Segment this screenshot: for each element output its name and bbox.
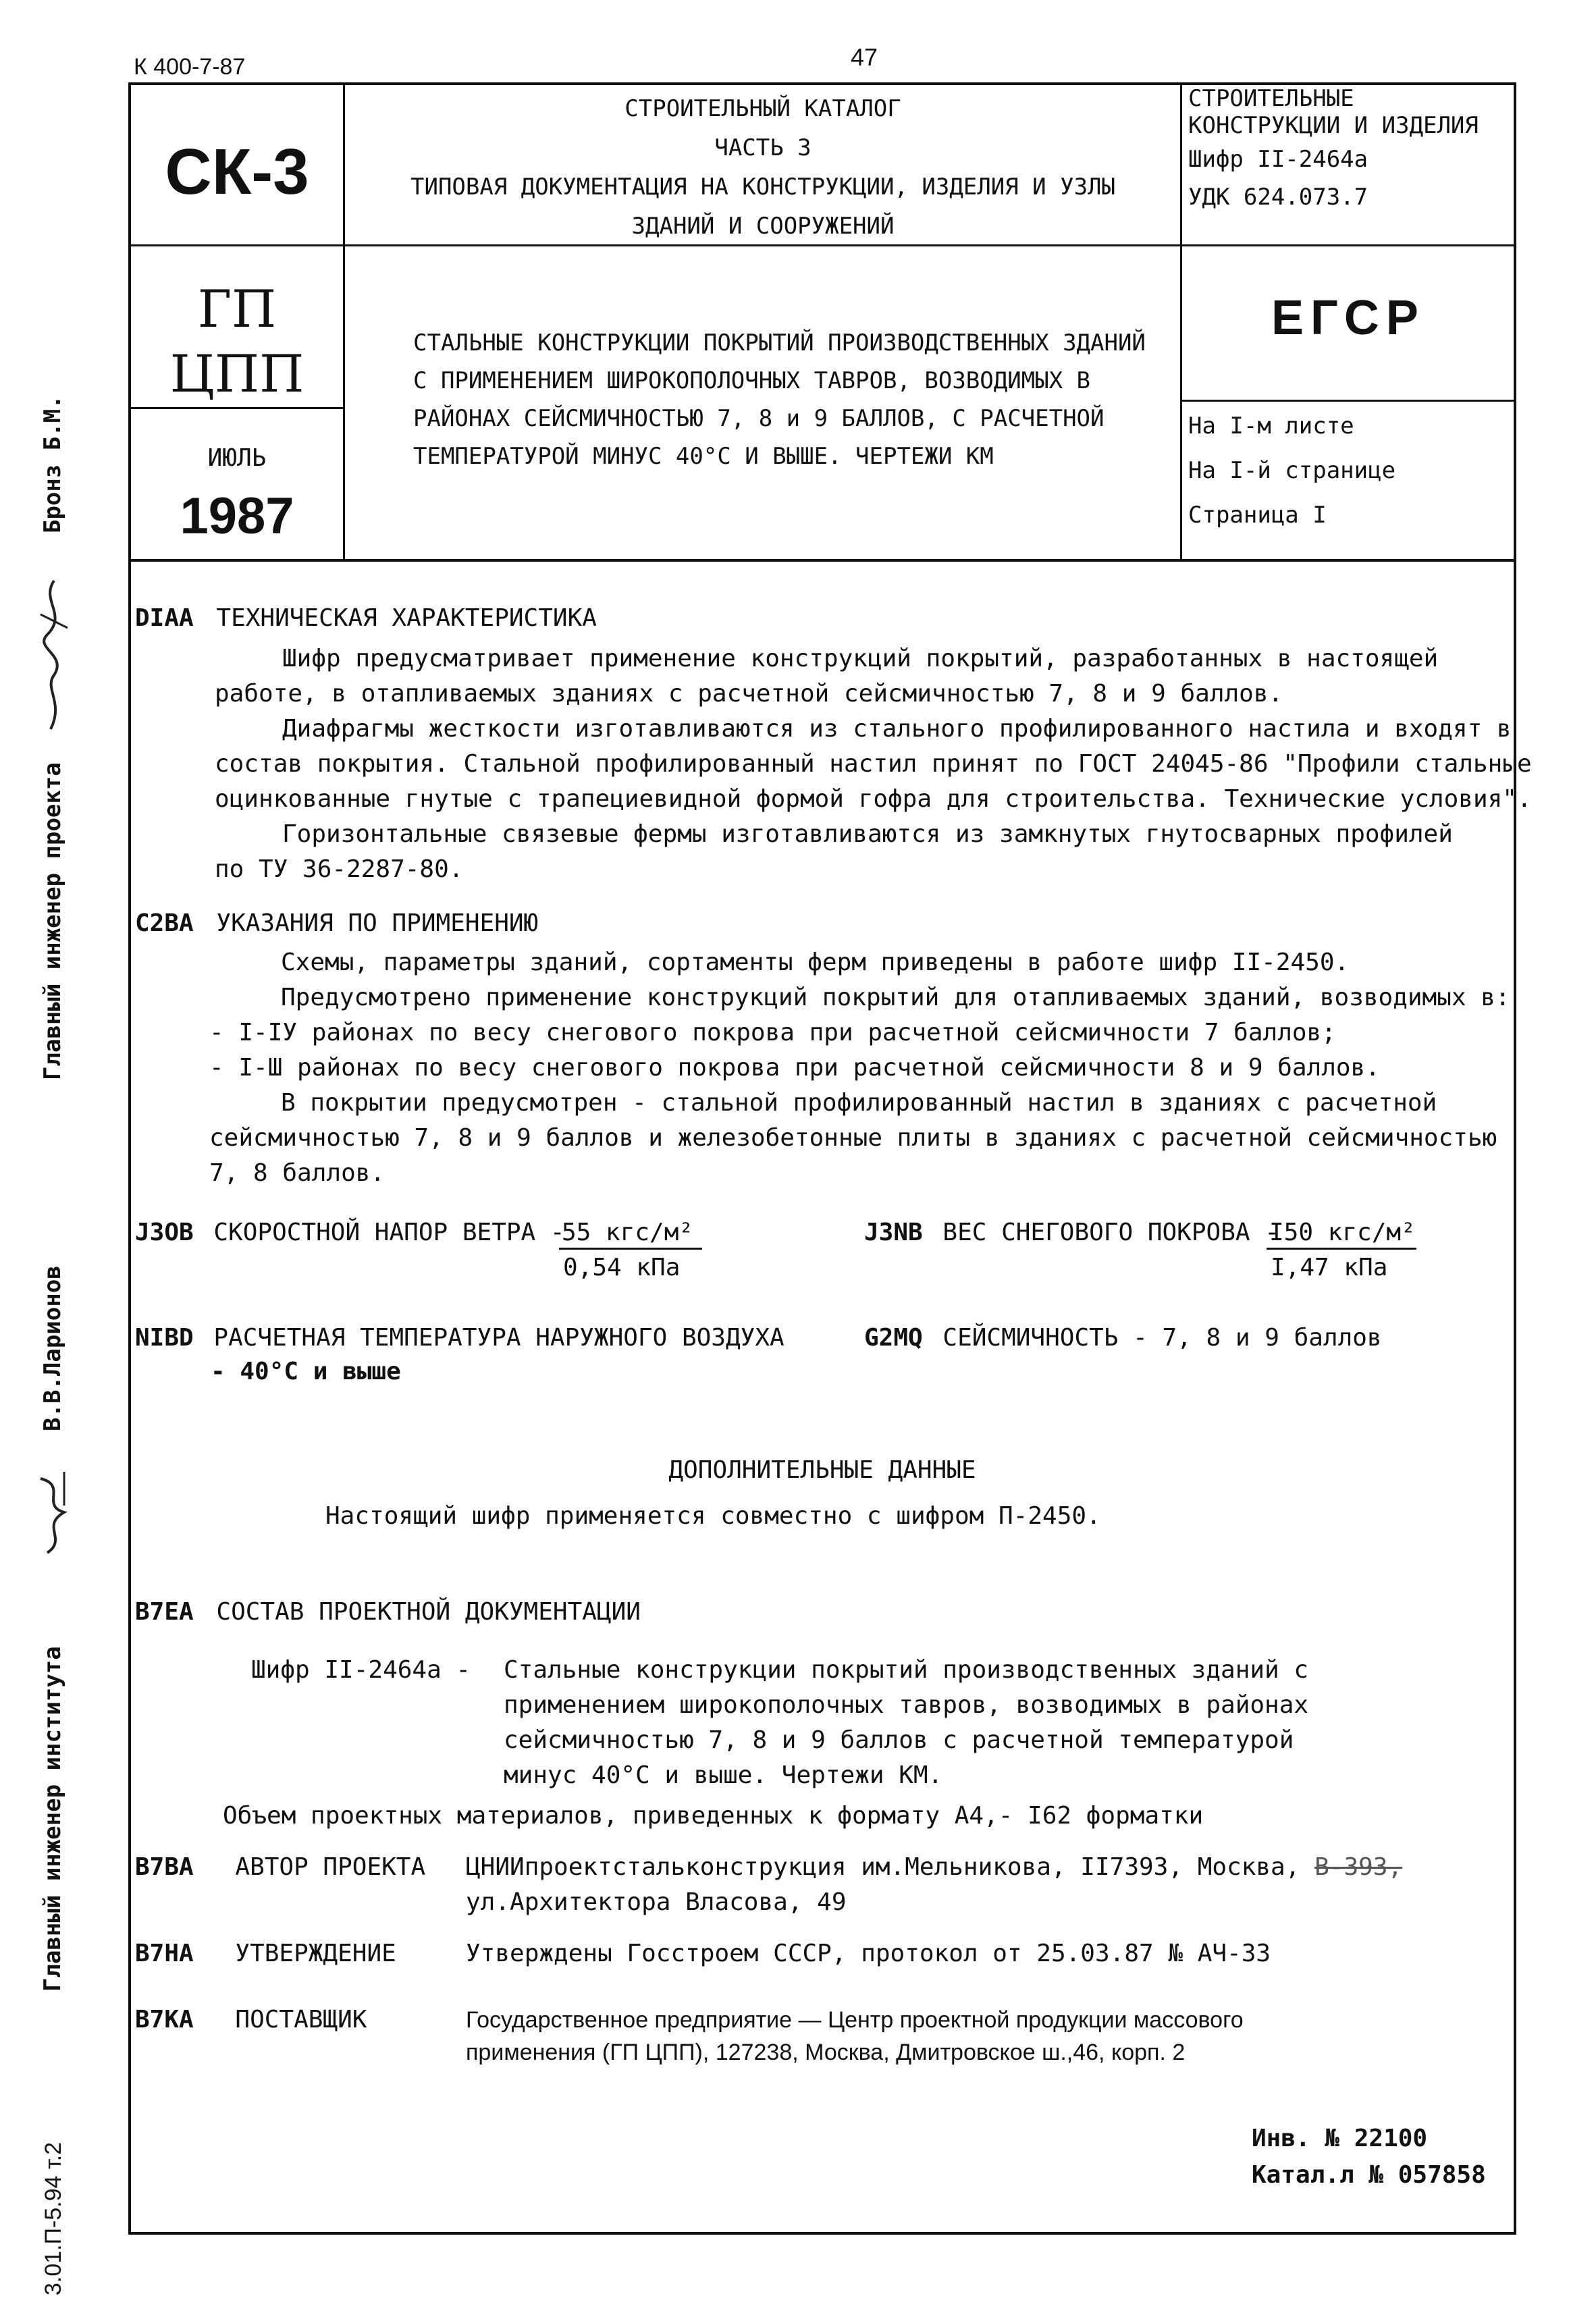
chief-project-engineer-label: Главный инженер проекта bbox=[39, 762, 66, 1080]
issue-month: ИЮЛЬ bbox=[207, 444, 267, 472]
organization bbox=[131, 277, 343, 406]
text-line: применением широкополочных тавров, возводимых в районах bbox=[504, 1691, 1309, 1719]
approval-row bbox=[135, 1936, 396, 1971]
text-line: - I-Ш районах по весу снегового покрова при расчетной сейсмичности 8 и 9 баллов. bbox=[209, 1054, 1380, 1082]
title-line: СТАЛЬНЫЕ КОНСТРУКЦИИ ПОКРЫТИЙ ПРОИЗВОДСТВЕННЫХ ЗДАНИЙ bbox=[413, 329, 1146, 356]
additional-data-title: ДОПОЛНИТЕЛЬНЫЕ ДАННЫЕ bbox=[668, 1456, 976, 1484]
row-code: B7BA bbox=[135, 1853, 194, 1881]
author-line: ул.Архитектора Власова, 49 bbox=[466, 1888, 847, 1916]
sheet-line: На I-й странице bbox=[1188, 457, 1396, 484]
section-title: ТЕХНИЧЕСКАЯ ХАРАКТЕРИСТИКА bbox=[216, 604, 597, 632]
text-line: Предусмотрено применение конструкций покрытий для отапливаемых зданий, возводимых в: bbox=[281, 984, 1510, 1011]
sheet-line: На I-м листе bbox=[1188, 413, 1354, 440]
catalog-line: ЧАСТЬ 3 bbox=[714, 134, 812, 161]
param-label: РАСЧЕТНАЯ ТЕМПЕРАТУРА НАРУЖНОГО ВОЗДУХА bbox=[213, 1324, 784, 1352]
author-value bbox=[466, 1850, 1402, 1920]
signer-name-1: Бронз Б.М. bbox=[39, 395, 66, 533]
catalog-line: ТИПОВАЯ ДОКУМЕНТАЦИЯ НА КОНСТРУКЦИИ, ИЗДЕЛИЯ И УЗЛЫ bbox=[410, 174, 1115, 201]
text-line: Схемы, параметры зданий, сортаменты ферм приведены в работе шифр II-2450. bbox=[281, 949, 1350, 976]
section-code: C2BA bbox=[135, 909, 194, 937]
param-label: ВЕС СНЕГОВОГО ПОКРОВА - bbox=[942, 1219, 1279, 1246]
sheet-line: Страница I bbox=[1188, 502, 1327, 529]
snow-value-kgs: I50 кгс/м² bbox=[1269, 1219, 1416, 1246]
sk-code: СК-3 bbox=[165, 136, 309, 208]
additional-data-text: Настоящий шифр применяется совместно с шифром П-2450. bbox=[325, 1502, 1101, 1530]
section-composition-heading bbox=[135, 1595, 641, 1630]
ercp-mark: ЕГСР bbox=[1271, 291, 1425, 345]
text-line: состав покрытия. Стальной профилированный настил принят по ГОСТ 24045-86 "Профили стальные bbox=[215, 750, 1532, 778]
section-code: DIAA bbox=[135, 604, 194, 632]
signature-1 bbox=[27, 574, 81, 736]
wind-fraction-line bbox=[559, 1248, 702, 1250]
title-line: С ПРИМЕНЕНИЕМ ШИРОКОПОЛОЧНЫХ ТАВРОВ, ВОЗВОДИМЫХ В bbox=[413, 367, 1091, 394]
text-line: Диафрагмы жесткости изготавливаются из стального профилированного настила и входят в bbox=[282, 715, 1512, 743]
catalog-section-info bbox=[1188, 86, 1479, 216]
section-line: СТРОИТЕЛЬНЫЕ bbox=[1188, 85, 1354, 112]
author-line: ЦНИИпроектстальконструкция им.Мельникова, II7393, Москва, bbox=[466, 1853, 1300, 1881]
text-line: Горизонтальные связевые фермы изготавливаются из замкнутых гнутосварных профилей bbox=[282, 820, 1453, 848]
text-line: 7, 8 баллов. bbox=[209, 1159, 385, 1187]
text-line: Шифр предусматривает применение конструкций покрытий, разработанных в настоящей bbox=[282, 645, 1439, 672]
udk-line: УДК 624.073.7 bbox=[1188, 184, 1368, 211]
text-line: оцинкованные гнутые с трапециевидной формой гофра для строительства. Технические условия". bbox=[215, 785, 1532, 813]
supplier-row bbox=[135, 2002, 367, 2038]
section-tech-heading bbox=[135, 601, 597, 636]
catalog-sheet-number: Катал.л № 057858 bbox=[1252, 2161, 1486, 2189]
catalog-line: ЗДАНИЙ И СООРУЖЕНИЙ bbox=[631, 213, 895, 240]
author-row bbox=[135, 1850, 425, 1885]
wind-value-kpa: 0,54 кПа bbox=[563, 1254, 681, 1281]
supplier-value bbox=[466, 2004, 1244, 2069]
header-bottom bbox=[128, 559, 1516, 562]
param-label: СКОРОСТНОЙ НАПОР ВЕТРА - bbox=[213, 1219, 565, 1246]
snow-value-kpa: I,47 кПа bbox=[1271, 1254, 1388, 1281]
signer-name-2: В.В.Ларионов bbox=[39, 1265, 66, 1431]
supplier-line: применения (ГП ЦПП), 127238, Москва, Дмитровское ш.,46, корп. 2 bbox=[466, 2040, 1186, 2065]
row-label: УТВЕРЖДЕНИЕ bbox=[235, 1940, 396, 1967]
temperature-value: - 40°С и выше bbox=[211, 1358, 401, 1385]
org-line: ГП bbox=[197, 279, 277, 339]
frame-bottom bbox=[128, 2232, 1516, 2235]
title-line: РАЙОНАХ СЕЙСМИЧНОСТЬЮ 7, 8 и 9 БАЛЛОВ, С РАСЧЕТНОЙ bbox=[413, 405, 1105, 432]
param-code: J3OB bbox=[135, 1219, 194, 1246]
text-line: работе, в отапливаемых зданиях с расчетной сейсмичностью 7, 8 и 9 баллов. bbox=[215, 680, 1283, 708]
author-struck-text: В-393, bbox=[1314, 1853, 1403, 1881]
composition-cipher: Шифр II-2464а - bbox=[251, 1656, 471, 1684]
row-code: B7HA bbox=[135, 1940, 194, 1967]
signature-2 bbox=[27, 1465, 81, 1566]
composition-volume: Объем проектных материалов, приведенных к формату А4,- I62 форматки bbox=[223, 1802, 1204, 1830]
org-date-divider bbox=[128, 407, 344, 409]
wind-value-kgs: 55 кгс/м² bbox=[562, 1219, 694, 1246]
chief-institute-engineer-label: Главный инженер института bbox=[39, 1646, 66, 1992]
approval-value: Утверждены Госстроем СССР, протокол от 25.03.87 № АЧ-33 bbox=[466, 1940, 1271, 1967]
page-number: 47 bbox=[851, 43, 878, 71]
section-usage-body bbox=[209, 945, 1510, 1191]
row-label: АВТОР ПРОЕКТА bbox=[235, 1853, 426, 1881]
param-code: J3NB bbox=[864, 1219, 923, 1246]
catalog-line: СТРОИТЕЛЬНЫЙ КАТАЛОГ bbox=[624, 95, 901, 122]
header-divider-left bbox=[343, 82, 345, 560]
row-code: B7KA bbox=[135, 2006, 194, 2033]
param-code: G2MQ bbox=[864, 1324, 923, 1352]
frame-right bbox=[1514, 82, 1516, 2235]
section-code: B7EA bbox=[135, 1598, 194, 1626]
supplier-line: Государственное предприятие — Центр проектной продукции массового bbox=[466, 2007, 1244, 2033]
param-code: NIBD bbox=[135, 1324, 194, 1352]
composition-description bbox=[504, 1653, 1308, 1793]
snow-load bbox=[864, 1215, 1279, 1250]
text-line: минус 40°С и выше. Чертежи КМ. bbox=[504, 1761, 943, 1789]
section-title: УКАЗАНИЯ ПО ПРИМЕНЕНИЮ bbox=[216, 909, 539, 937]
row-label: ПОСТАВЩИК bbox=[235, 2006, 367, 2033]
text-line: по ТУ 36-2287-80. bbox=[215, 855, 464, 883]
param-label: СЕЙСМИЧНОСТЬ - 7, 8 и 9 баллов bbox=[942, 1324, 1382, 1352]
issue-year: 1987 bbox=[180, 487, 294, 545]
wind-pressure bbox=[135, 1215, 565, 1250]
org-line: ЦПП bbox=[169, 344, 304, 404]
cipher-line: Шифр II-2464а bbox=[1188, 146, 1368, 173]
text-line: - I-IУ районах по весу снегового покрова при расчетной сейсмичности 7 баллов; bbox=[209, 1019, 1336, 1046]
seismicity bbox=[864, 1321, 1382, 1356]
text-line: Стальные конструкции покрытий производственных зданий с bbox=[504, 1656, 1309, 1684]
section-usage-heading bbox=[135, 906, 538, 941]
document-code: К 400-7-87 bbox=[134, 54, 246, 80]
document-title bbox=[413, 324, 1146, 475]
text-line: В покрытии предусмотрен - стальной профилированный настил в зданиях с расчетной bbox=[281, 1089, 1437, 1117]
sheet-info bbox=[1188, 404, 1395, 537]
snow-fraction-line bbox=[1267, 1248, 1416, 1250]
inventory-number: Инв. № 22100 bbox=[1252, 2125, 1428, 2152]
outdoor-temperature bbox=[135, 1321, 784, 1356]
title-line: ТЕМПЕРАТУРОЙ МИНУС 40°С И ВЫШЕ. ЧЕРТЕЖИ КМ bbox=[413, 443, 994, 470]
section-tech-body bbox=[215, 641, 1532, 887]
catalog-title bbox=[346, 89, 1180, 246]
header-divider-right bbox=[1180, 82, 1182, 560]
text-line: сейсмичностью 7, 8 и 9 баллов и железобетонные плиты в зданиях с расчетной сейсмичностью bbox=[209, 1124, 1497, 1152]
text-line: сейсмичностью 7, 8 и 9 баллов с расчетной температурой bbox=[504, 1726, 1294, 1754]
ercp-divider bbox=[1180, 400, 1516, 402]
section-line: КОНСТРУКЦИИ И ИЗДЕЛИЯ bbox=[1188, 112, 1479, 139]
section-title: СОСТАВ ПРОЕКТНОЙ ДОКУМЕНТАЦИИ bbox=[216, 1598, 641, 1626]
edition-label: 3.01.П-5.94 т.2 bbox=[41, 2142, 66, 2295]
